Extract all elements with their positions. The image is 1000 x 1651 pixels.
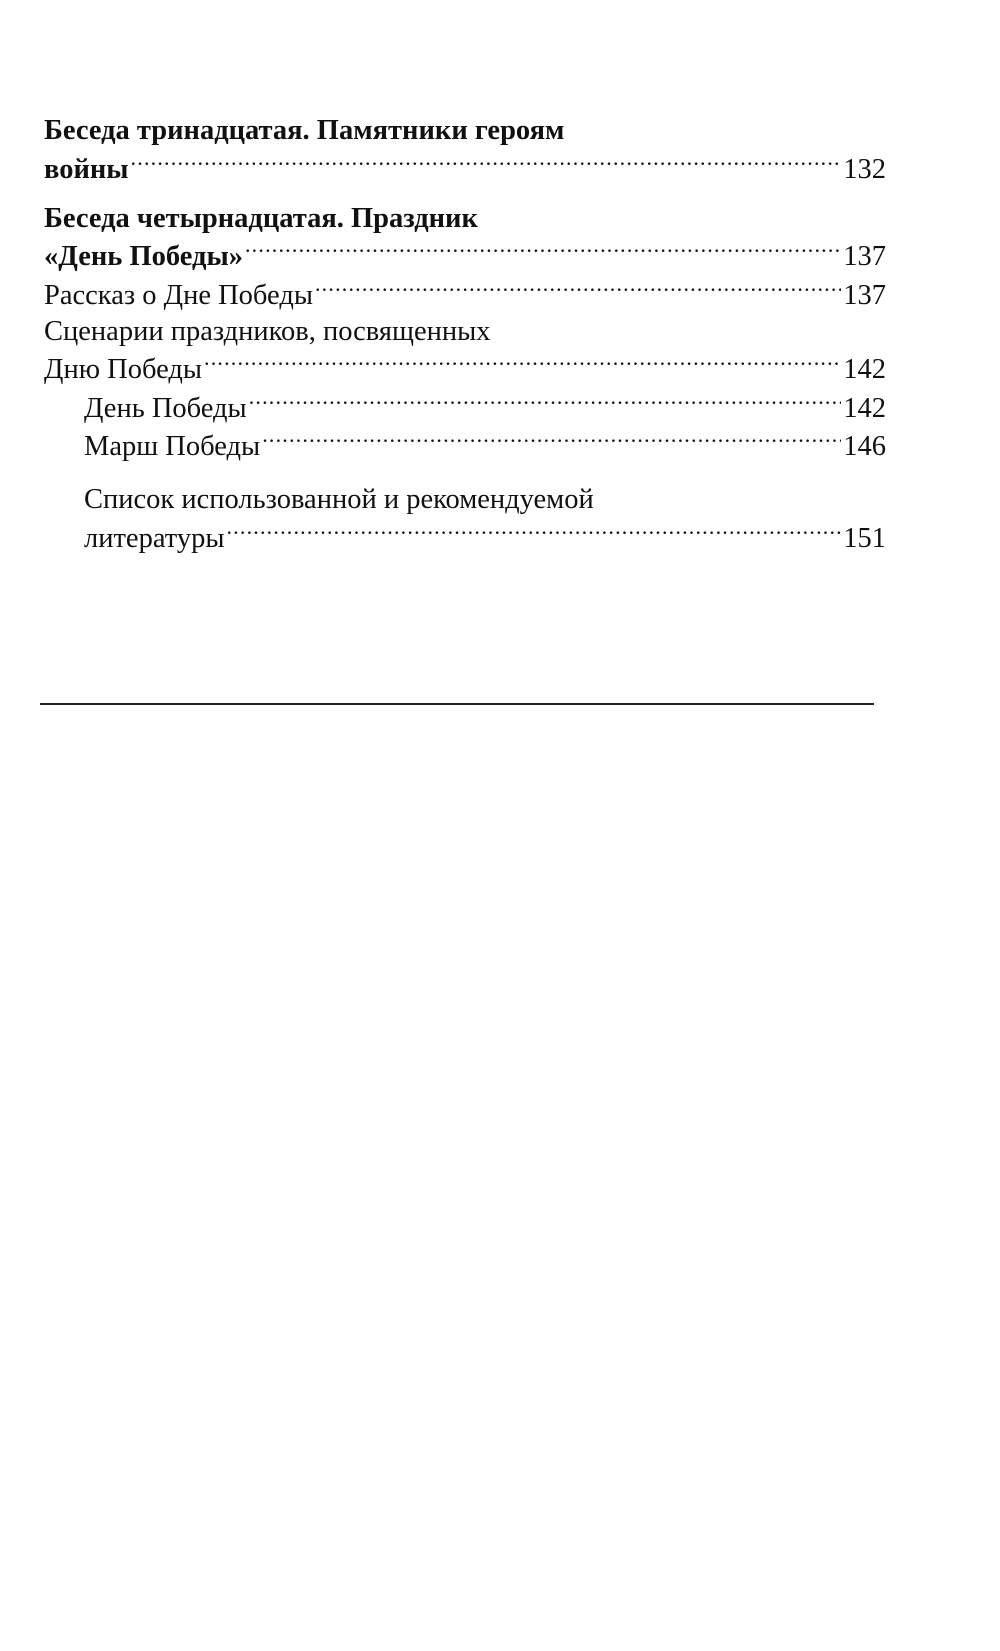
dot-leader — [204, 350, 841, 379]
toc-entry-leader-row — [84, 388, 886, 427]
table-of-contents — [44, 113, 886, 557]
toc-entry-conversation-13[interactable] — [44, 113, 886, 188]
toc-entry-title: День Победы — [84, 392, 247, 424]
toc-entry-page-number: 137 — [843, 279, 886, 311]
toc-entry-leader-row — [44, 149, 886, 188]
toc-entry-leader-row — [44, 350, 886, 389]
toc-entry-victory-day-story[interactable] — [44, 275, 886, 314]
toc-entry-title-line2: Дню Победы — [44, 354, 202, 385]
toc-entry-leader-row — [44, 275, 886, 314]
toc-entry-page-number: 142 — [843, 354, 886, 385]
toc-entry-conversation-14[interactable] — [44, 201, 886, 276]
toc-entry-title-line2: «День Победы» — [44, 241, 243, 272]
dot-leader — [315, 275, 841, 304]
toc-entry-title-line1: Беседа четырнадцатая. Праздник — [44, 202, 478, 234]
toc-entry-page-number: 132 — [843, 153, 886, 185]
dot-leader — [245, 237, 841, 266]
toc-entry-bibliography[interactable] — [44, 482, 886, 557]
toc-entry-title: Марш Победы — [84, 431, 261, 462]
toc-entry-page-number: 146 — [843, 431, 886, 462]
toc-entry-page-number: 137 — [843, 241, 886, 272]
toc-entry-title: Рассказ о Дне Победы — [44, 279, 313, 311]
dot-leader — [131, 149, 842, 178]
toc-entry-title-line1: Сценарии праздников, посвященных — [44, 315, 491, 347]
toc-entry-leader-row — [84, 427, 886, 466]
toc-entry-title-line1: Список использованной и рекомендуемой — [84, 484, 594, 515]
toc-entry-page-number: 151 — [843, 522, 886, 554]
toc-entry-title-line2: литературы — [84, 522, 225, 554]
toc-entry-page-number: 142 — [843, 392, 886, 424]
toc-entry-title-line2: войны — [44, 153, 129, 185]
toc-entry-victory-march[interactable] — [44, 427, 886, 466]
toc-entry-leader-row — [84, 518, 886, 557]
toc-entry-holiday-scenarios[interactable] — [44, 314, 886, 389]
toc-entry-title-line1: Беседа тринадцатая. Памятники героям — [44, 115, 565, 146]
section-divider-rule — [40, 703, 874, 705]
toc-entry-leader-row — [44, 237, 886, 276]
dot-leader — [226, 518, 841, 547]
dot-leader — [249, 388, 842, 417]
dot-leader — [262, 427, 841, 456]
toc-entry-victory-day[interactable] — [44, 388, 886, 427]
